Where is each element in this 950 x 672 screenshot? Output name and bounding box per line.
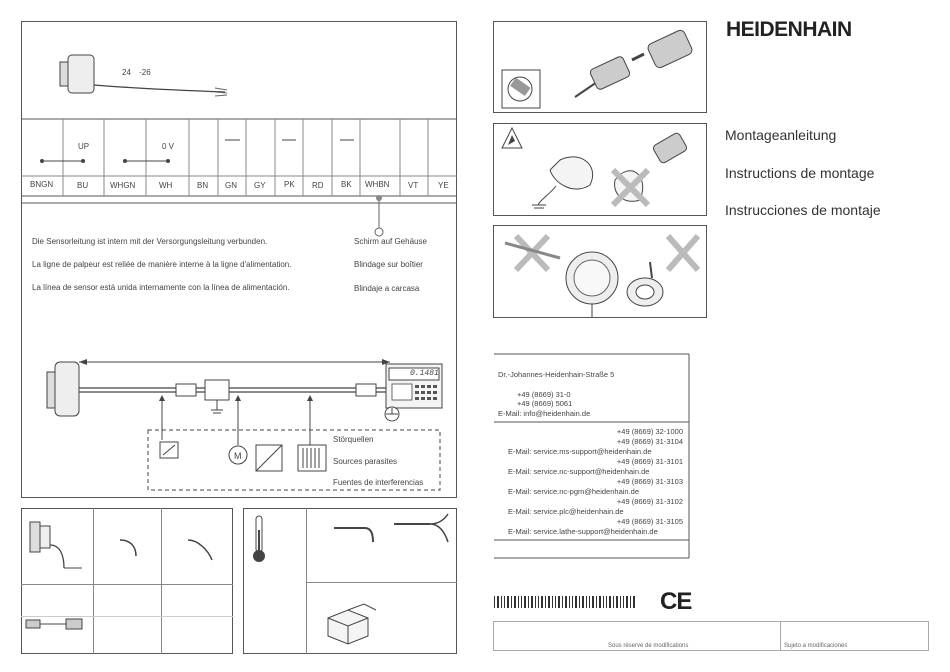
service-email[interactable]: E-Mail: service.nc-support@heidenhain.de	[508, 467, 650, 476]
title-de: Montageanleitung	[725, 127, 837, 143]
address-street: Dr.-Johannes-Heidenhain-Straße 5	[498, 370, 615, 379]
display-readout: 0.1481	[410, 369, 439, 378]
handling-panel	[21, 508, 233, 654]
service-phone: +49 (8669) 31-3101	[616, 457, 683, 466]
service-phone: +49 (8669) 31-3104	[616, 437, 683, 446]
service-phone: +49 (8669) 31-3102	[616, 497, 683, 506]
wire-gn: GN	[225, 181, 237, 190]
barcode	[494, 596, 635, 608]
wire-gy: GY	[254, 181, 266, 190]
wire-ye: YE	[438, 181, 449, 190]
wire-bk: BK	[341, 180, 352, 189]
wire-wh: WH	[159, 181, 173, 190]
wire-bu: BU	[77, 181, 89, 190]
title-fr: Instructions de montage	[725, 165, 875, 181]
interference-fr: Sources parasites	[333, 457, 398, 466]
footer-bar	[493, 621, 929, 651]
wire-whgn: WHGN	[110, 181, 136, 190]
cable-gauge: 24 -26	[122, 68, 151, 77]
service-phone: +49 (8669) 32-1000	[616, 427, 683, 436]
up-label: UP	[78, 142, 90, 151]
wire-vt: VT	[408, 181, 419, 190]
encoder-connection-diagram	[47, 359, 442, 490]
esd-panel	[493, 123, 707, 216]
note-sensor-es: La línea de sensor está unida internamente con la línea de alimentación.	[32, 283, 290, 292]
service-phone: +49 (8669) 31-3103	[616, 477, 683, 486]
footer-fr: Sous réserve de modifications	[608, 643, 689, 649]
mounting-panel	[493, 225, 707, 318]
storage-panel	[243, 508, 457, 654]
ce-mark: CE	[660, 588, 692, 615]
connector-panel	[493, 21, 707, 113]
note-sensor-fr: La ligne de palpeur est reliée de manière interne à la ligne d'alimentation.	[32, 260, 292, 269]
address-email: E-Mail: info@heidenhain.de	[498, 409, 591, 418]
service-phone: +49 (8669) 31-3105	[616, 517, 683, 526]
note-shield-fr: Blindage sur boîtier	[354, 260, 423, 269]
wire-whbn: WHBN	[365, 180, 390, 189]
brand-logo: HEIDENHAIN	[726, 18, 852, 41]
service-email[interactable]: E-Mail: service.ms-support@heidenhain.de	[508, 447, 652, 456]
service-email[interactable]: E-Mail: service.nc-pgm@heidenhain.de	[508, 487, 640, 496]
wire-pk: PK	[284, 180, 295, 189]
interference-es: Fuentes de interferencias	[333, 478, 424, 487]
title-es: Instrucciones de montaje	[725, 202, 881, 218]
wire-bn: BN	[197, 181, 209, 190]
zero-volt-label: 0 V	[162, 142, 175, 151]
service-email[interactable]: E-Mail: service.lathe-support@heidenhain.de	[508, 527, 658, 536]
wire-bngn: BNGN	[30, 180, 54, 189]
interference-de: Störquellen	[333, 435, 374, 444]
wire-rd: RD	[312, 181, 324, 190]
note-shield-de: Schirm auf Gehäuse	[354, 237, 427, 246]
motor-icon	[229, 446, 247, 464]
address-phone: +49 (8669) 31-0	[517, 390, 571, 399]
svg-text:M: M	[234, 451, 242, 461]
note-sensor-de: Die Sensorleitung ist intern mit der Versorgungsleitung verbunden.	[32, 237, 268, 246]
address-fax: +49 (8669) 5061	[517, 399, 573, 408]
footer-es: Sujeto a modificaciones	[784, 643, 848, 649]
service-email[interactable]: E-Mail: service.plc@heidenhain.de	[508, 507, 624, 516]
note-shield-es: Blindaje a carcasa	[354, 284, 420, 293]
